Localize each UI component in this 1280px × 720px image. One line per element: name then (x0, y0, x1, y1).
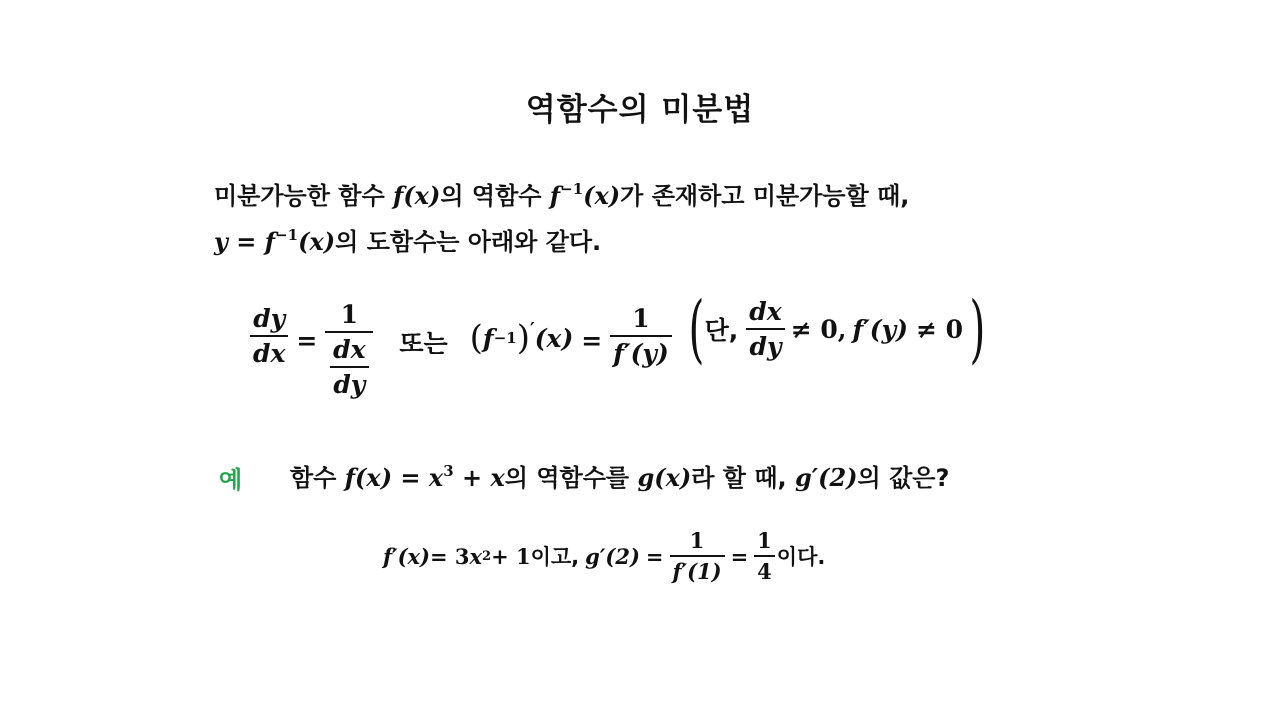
fraction-dx-dy (330, 335, 368, 399)
math-equals: = (392, 463, 429, 492)
paren-close: ) (516, 318, 530, 358)
fraction-one-quarter (754, 528, 775, 584)
math-x-arg: (x) (534, 323, 574, 353)
math-x: x (469, 543, 483, 569)
numerator: 1 (340, 300, 359, 329)
math-plus-one: + 1 (491, 543, 531, 569)
question-text: 의 역함수를 (504, 464, 638, 492)
math-x-arg: (x) (298, 227, 336, 256)
math-f: f (264, 227, 276, 256)
question-text: 함수 (290, 464, 345, 492)
math-fx: f(x) (393, 181, 441, 210)
math-equals: = (730, 543, 749, 569)
answer-text: 이다. (776, 545, 826, 569)
fraction-dy-dx (250, 304, 288, 368)
math-y: y (214, 227, 228, 256)
big-paren-open: ( (688, 286, 705, 372)
numerator: dx (333, 335, 366, 364)
math-equals: = (645, 543, 664, 569)
fraction-bar (610, 335, 672, 337)
question-text: 의 값은? (857, 464, 950, 492)
condition-prefix: 단, (704, 316, 739, 345)
derivative-formula (250, 286, 992, 410)
intro-text: 의 도함수는 아래와 같다. (335, 228, 602, 256)
answer-text: 이고, (530, 545, 580, 569)
example-label: 예 (219, 466, 243, 494)
fraction-one-over-fprime-1 (670, 528, 725, 584)
denominator: dx (253, 339, 286, 368)
math-x-arg: (x) (583, 181, 621, 210)
intro-line-1 (214, 176, 909, 211)
question-text: 라 할 때, (691, 464, 795, 492)
paren-open: ( (469, 318, 483, 358)
denominator: f′(y) (613, 339, 669, 368)
fraction-bar (250, 335, 288, 337)
math-equals: = (227, 227, 265, 256)
math-gx: g(x) (637, 463, 692, 492)
numerator: dx (749, 297, 782, 326)
equals-sign: = (581, 326, 603, 355)
math-f: f (482, 323, 494, 353)
neq-zero: ≠ 0 (915, 314, 964, 344)
fraction-bar (746, 328, 784, 330)
denominator: dy (333, 370, 366, 399)
fraction-bar (330, 366, 368, 368)
numerator: 1 (757, 528, 772, 553)
intro-text: 미분가능한 함수 (214, 182, 393, 210)
math-inverse-exponent: −1 (560, 180, 584, 198)
math-inverse-exponent: −1 (275, 226, 299, 244)
page-title: 역함수의 미분법 (525, 92, 755, 128)
math-gprime-2: g′(2) (795, 463, 858, 492)
fraction-dx-dy (746, 297, 784, 361)
intro-text: 의 역함수 (440, 182, 550, 210)
inverse-derivative (470, 318, 574, 358)
denominator: dy (749, 332, 782, 361)
math-fprime-y: f′(y) (852, 314, 908, 344)
numerator: 1 (632, 304, 650, 333)
neq-zero: ≠ 0, (790, 314, 847, 344)
example-answer (383, 528, 825, 584)
big-paren-close: ) (969, 286, 986, 372)
math-exponent: 3 (443, 462, 454, 480)
denominator: 4 (757, 559, 772, 584)
math-exponent: 2 (482, 548, 492, 564)
math-gprime-2: g′(2) (585, 543, 640, 569)
fraction-bar (670, 555, 725, 557)
math-prime: ′ (529, 318, 535, 340)
math-x: x (428, 463, 444, 492)
math-inverse-exponent: −1 (493, 329, 517, 347)
numerator: 1 (689, 528, 705, 553)
denominator: f′(1) (672, 559, 722, 584)
numerator: dy (253, 304, 286, 333)
intro-line-2 (214, 222, 601, 257)
math-plus-x: + x (453, 463, 505, 492)
equals-sign: = (296, 326, 318, 355)
fraction-bar (325, 331, 373, 333)
fraction-one-over-dxdy (325, 300, 373, 399)
math-f: f (549, 181, 561, 210)
fraction-one-over-fprime (610, 304, 672, 368)
denominator (325, 335, 373, 399)
fraction-bar (754, 555, 775, 557)
math-equals-three: = 3 (429, 543, 470, 569)
intro-text: 가 존재하고 미분가능할 때, (620, 182, 910, 210)
math-fprime-x: f′(x) (383, 543, 430, 569)
condition-group (682, 286, 992, 372)
example-question (290, 458, 949, 493)
or-text: 또는 (399, 329, 448, 358)
math-fx: f(x) (344, 463, 393, 492)
